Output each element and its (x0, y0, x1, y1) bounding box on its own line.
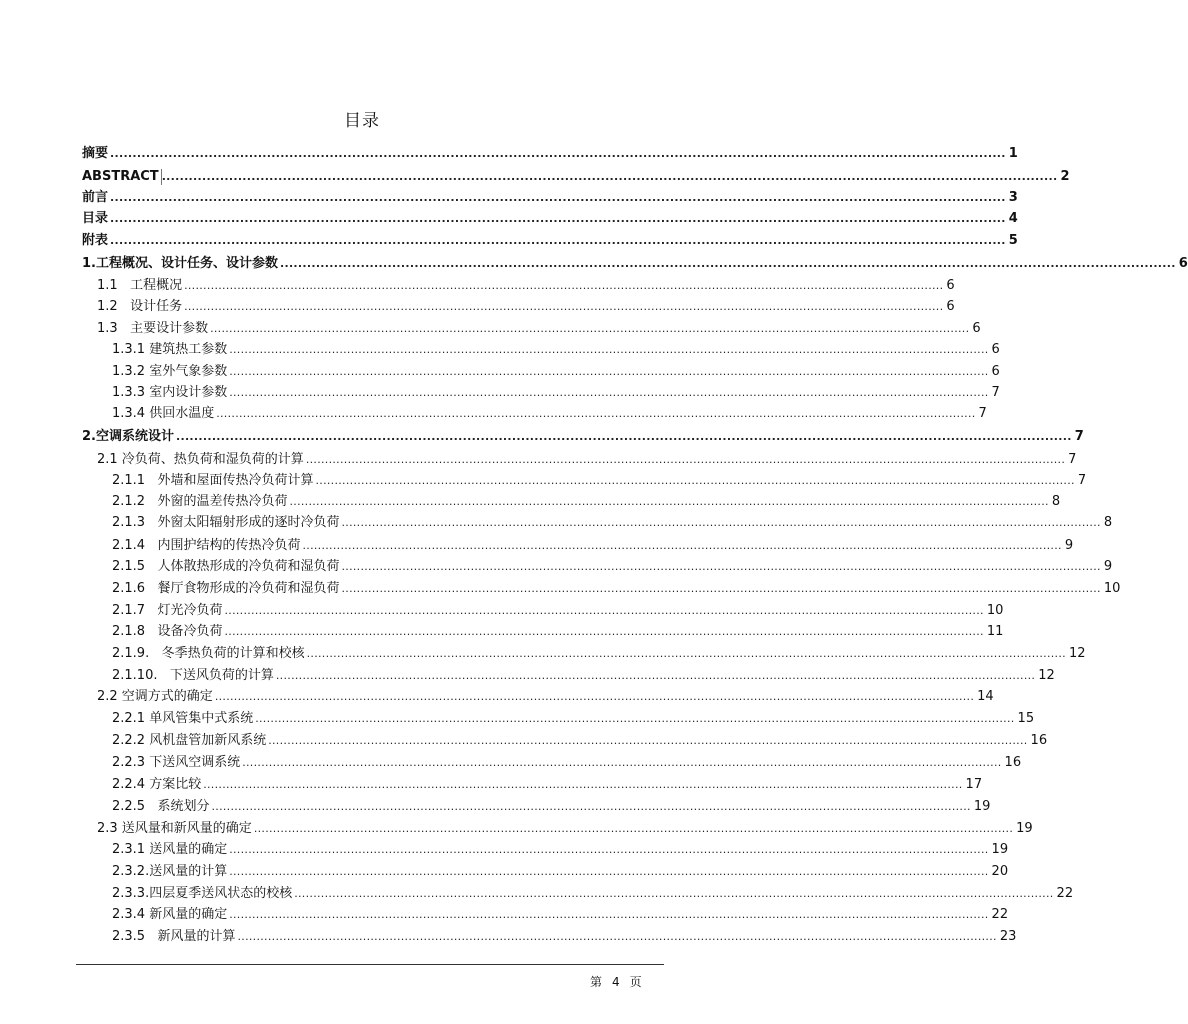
toc-entry[interactable] (112, 707, 1035, 727)
toc-entry-page: 7 (1068, 452, 1077, 467)
toc-entry-label: ABSTRACT (82, 169, 162, 185)
toc-entry-page: 6 (946, 278, 955, 293)
toc-entry-label: 2.1.2 外窗的温差传热冷负荷 (112, 494, 288, 509)
toc-entry-label: 摘要 (82, 146, 109, 161)
toc-entry-label: 1.3 主要设计参数 (97, 321, 209, 336)
toc-entry-label: 1.3.3 室内设计参数 (112, 385, 228, 400)
toc-entry-label: 2.1.4 内围护结构的传热冷负荷 (112, 538, 301, 553)
toc-entry-label: 1.3.1 建筑热工参数 (112, 342, 228, 357)
toc-dot-leader: ........................................................................................................................................................................................................ (341, 516, 1101, 529)
footer-prefix: 第 (590, 975, 603, 989)
toc-entry-page: 8 (1051, 494, 1061, 509)
toc-dot-leader: ........................................................................................................................................................................................................ (110, 191, 1006, 204)
toc-entry-page: 6 (991, 342, 1000, 357)
toc-entry-label: 2.1.6 餐厅食物形成的冷负荷和湿负荷 (112, 581, 340, 596)
toc-dot-leader: ........................................................................................................................................................................................................ (275, 669, 1036, 682)
toc-entry[interactable] (82, 425, 1084, 445)
toc-entry-label: 2.1.10. 下送风负荷的计算 (112, 668, 274, 683)
toc-entry-page: 15 (1017, 711, 1035, 726)
toc-entry[interactable] (97, 817, 1033, 837)
toc-entry-page: 22 (1056, 886, 1074, 901)
toc-entry[interactable] (97, 685, 994, 705)
toc-entry-page: 9 (1064, 538, 1074, 553)
toc-dot-leader: ........................................................................................................................................................................................................ (242, 756, 1002, 769)
toc-entry-label: 2.3.4 新风量的确定 (112, 907, 228, 922)
toc-entry-page: 8 (1103, 515, 1113, 530)
toc-entry[interactable] (112, 577, 1121, 597)
toc-dot-leader: ........................................................................................................................................................................................................ (229, 908, 989, 921)
toc-entry-page: 4 (1008, 211, 1018, 226)
toc-entry-page: 6 (972, 321, 981, 336)
toc-entry-page: 7 (1074, 429, 1084, 444)
toc-entry[interactable] (112, 490, 1061, 510)
toc-dot-leader: ........................................................................................................................................................................................................ (229, 865, 989, 878)
toc-dot-leader: ........................................................................................................................................................................................................ (268, 734, 1028, 747)
toc-entry-label: 2.1.1 外墙和屋面传热冷负荷计算 (112, 473, 314, 488)
toc-dot-leader: ........................................................................................................................................................................................................ (315, 474, 1075, 487)
toc-entry[interactable] (112, 925, 1017, 945)
toc-dot-leader: ........................................................................................................................................................................................................ (184, 300, 944, 313)
toc-dot-leader: ........................................................................................................................................................................................................ (289, 495, 1049, 508)
toc-entry-label: 前言 (82, 190, 109, 205)
toc-entry-page: 22 (991, 907, 1009, 922)
toc-entry-label: 1.3.4 供回水温度 (112, 406, 215, 421)
toc-entry-label: 2.1.7 灯光冷负荷 (112, 603, 223, 618)
toc-entry-label: 2.1.9. 冬季热负荷的计算和校核 (112, 646, 305, 661)
toc-entry-label: 2.空调系统设计 (82, 429, 174, 444)
toc-entry-page: 7 (991, 385, 1000, 400)
toc-dot-leader: ........................................................................................................................................................................................................ (255, 712, 1015, 725)
toc-dot-leader: ........................................................................................................................................................................................................ (229, 386, 989, 399)
toc-entry[interactable] (82, 252, 1188, 272)
footer-suffix: 页 (629, 975, 642, 989)
toc-entry-label: 1.1 工程概况 (97, 278, 183, 293)
toc-entry-label: 1.2 设计任务 (97, 299, 183, 314)
toc-entry[interactable] (112, 664, 1055, 684)
footer-page-number: 4 (612, 975, 620, 989)
toc-entry[interactable] (112, 402, 987, 422)
toc-entry[interactable] (112, 381, 1000, 401)
toc-entry-page: 10 (1103, 581, 1121, 596)
toc-dot-leader: ........................................................................................................................................................................................................ (229, 365, 989, 378)
toc-entry-label: 2.1.8 设备冷负荷 (112, 624, 223, 639)
toc-entry-label: 2.2.2 风机盘管加新风系统 (112, 733, 267, 748)
toc-entry-page: 9 (1103, 559, 1113, 574)
toc-dot-leader: ........................................................................................................................................................................................................ (184, 279, 944, 292)
toc-dot-leader: ........................................................................................................................................................................................................ (110, 234, 1006, 247)
toc-dot-leader: ........................................................................................................................................................................................................ (110, 147, 1006, 160)
toc-entry-page: 5 (1008, 233, 1018, 248)
toc-entry-page: 6 (991, 364, 1000, 379)
toc-entry[interactable] (112, 903, 1009, 923)
toc-dot-leader: ........................................................................................................................................................................................................ (224, 604, 984, 617)
toc-entry[interactable] (112, 882, 1074, 902)
toc-entry-label: 2.2 空调方式的确定 (97, 689, 213, 704)
toc-entry[interactable] (82, 186, 1018, 206)
toc-entry-page: 23 (999, 929, 1017, 944)
toc-entry[interactable] (97, 448, 1077, 468)
toc-entry-label: 2.2.1 单风管集中式系统 (112, 711, 254, 726)
toc-entry-page: 19 (1016, 821, 1033, 836)
toc-title: 目录 (344, 111, 380, 131)
toc-dot-leader: ........................................................................................................................................................................................................ (216, 407, 976, 420)
toc-entry[interactable] (97, 274, 955, 294)
toc-entry[interactable] (112, 642, 1086, 662)
toc-entry-label: 2.3 送风量和新风量的确定 (97, 821, 252, 836)
toc-entry-page: 16 (1030, 733, 1048, 748)
toc-dot-leader: ........................................................................................................................................................................................................ (302, 539, 1062, 552)
toc-entry[interactable] (112, 555, 1113, 575)
toc-entry[interactable] (82, 165, 1070, 185)
toc-entry-label: 1.工程概况、设计任务、设计参数 (82, 256, 278, 271)
toc-dot-leader: ........................................................................................................................................................................................................ (237, 930, 997, 943)
toc-dot-leader: ........................................................................................................................................................................................................ (203, 778, 963, 791)
toc-entry-page: 16 (1004, 755, 1022, 770)
toc-entry[interactable] (112, 360, 1000, 380)
toc-entry-label: 2.3.3.四层夏季送风状态的校核 (112, 886, 293, 901)
toc-entry[interactable] (112, 729, 1048, 749)
toc-entry[interactable] (112, 599, 1004, 619)
toc-entry-label: 1.3.2 室外气象参数 (112, 364, 228, 379)
toc-dot-leader: ........................................................................................................................................................................................................ (110, 212, 1006, 225)
toc-dot-leader: ........................................................................................................................................................................................................ (279, 257, 1176, 270)
toc-dot-leader: ........................................................................................................................................................................................................ (341, 560, 1101, 573)
toc-entry[interactable] (112, 534, 1074, 554)
toc-entry[interactable] (112, 860, 1009, 880)
toc-entry-page: 12 (1038, 668, 1055, 683)
toc-dot-leader: ........................................................................................................................................................................................................ (214, 690, 975, 703)
toc-entry[interactable] (97, 295, 955, 315)
toc-entry-label: 2.1.5 人体散热形成的冷负荷和湿负荷 (112, 559, 340, 574)
toc-entry-page: 19 (991, 842, 1009, 857)
toc-entry-page: 10 (986, 603, 1004, 618)
toc-entry-label: 2.2.3 下送风空调系统 (112, 755, 241, 770)
toc-dot-leader: ........................................................................................................................................................................................................ (306, 647, 1066, 660)
toc-entry-page: 2 (1060, 169, 1070, 184)
page-footer (590, 973, 652, 990)
toc-entry[interactable] (82, 142, 1018, 162)
toc-entry-page: 19 (973, 799, 991, 814)
toc-dot-leader: ........................................................................................................................................................................................................ (253, 822, 1014, 835)
toc-entry-label: 2.2.4 方案比较 (112, 777, 202, 792)
toc-dot-leader: ........................................................................................................................................................................................................ (341, 582, 1101, 595)
toc-entry-label: 2.1 冷负荷、热负荷和湿负荷的计算 (97, 452, 304, 467)
toc-entry-page: 6 (1178, 256, 1188, 271)
toc-entry-label: 附表 (82, 233, 109, 248)
toc-dot-leader: ........................................................................................................................................................................................................ (229, 343, 989, 356)
toc-dot-leader: ........................................................................................................................................................................................................ (229, 843, 989, 856)
toc-entry-label: 2.3.5 新风量的计算 (112, 929, 236, 944)
toc-entry[interactable] (112, 511, 1113, 531)
toc-entry-label: 2.3.1 送风量的确定 (112, 842, 228, 857)
toc-entry-page: 7 (1077, 473, 1087, 488)
toc-entry[interactable] (112, 338, 1000, 358)
toc-entry-page: 3 (1008, 190, 1018, 205)
toc-entry-page: 1 (1008, 146, 1018, 161)
toc-entry-label: 2.2.5 系统划分 (112, 799, 210, 814)
toc-entry-page: 14 (977, 689, 994, 704)
toc-entry[interactable] (112, 751, 1022, 771)
toc-entry-page: 7 (978, 406, 987, 421)
toc-entry[interactable] (82, 229, 1018, 249)
toc-entry-page: 20 (991, 864, 1009, 879)
toc-entry-label: 目录 (82, 211, 109, 226)
toc-entry-label: 2.3.2.送风量的计算 (112, 864, 228, 879)
toc-dot-leader: ........................................................................................................................................................................................................ (305, 453, 1066, 466)
toc-entry[interactable] (112, 469, 1087, 489)
toc-entry[interactable] (112, 795, 991, 815)
toc-entry-page: 12 (1068, 646, 1086, 661)
toc-dot-leader: ........................................................................................................................................................................................................ (294, 887, 1054, 900)
toc-dot-leader: ........................................................................................................................................................................................................ (210, 322, 970, 335)
toc-dot-leader: ........................................................................................................................................................................................................ (175, 430, 1072, 443)
toc-entry-page: 17 (965, 777, 983, 792)
toc-entry[interactable] (112, 838, 1009, 858)
toc-entry[interactable] (112, 773, 983, 793)
toc-entry[interactable] (82, 207, 1018, 227)
toc-entry-label: 2.1.3 外窗太阳辐射形成的逐时冷负荷 (112, 515, 340, 530)
footer-divider (76, 964, 664, 965)
toc-entry-page: 6 (946, 299, 955, 314)
toc-entry-page: 11 (986, 624, 1004, 639)
toc-entry[interactable] (112, 620, 1004, 640)
toc-dot-leader: ........................................................................................................................................................................................................ (211, 800, 971, 813)
toc-dot-leader: ........................................................................................................................................................................................................ (161, 170, 1058, 183)
toc-dot-leader: ........................................................................................................................................................................................................ (224, 625, 984, 638)
toc-entry[interactable] (97, 317, 981, 337)
